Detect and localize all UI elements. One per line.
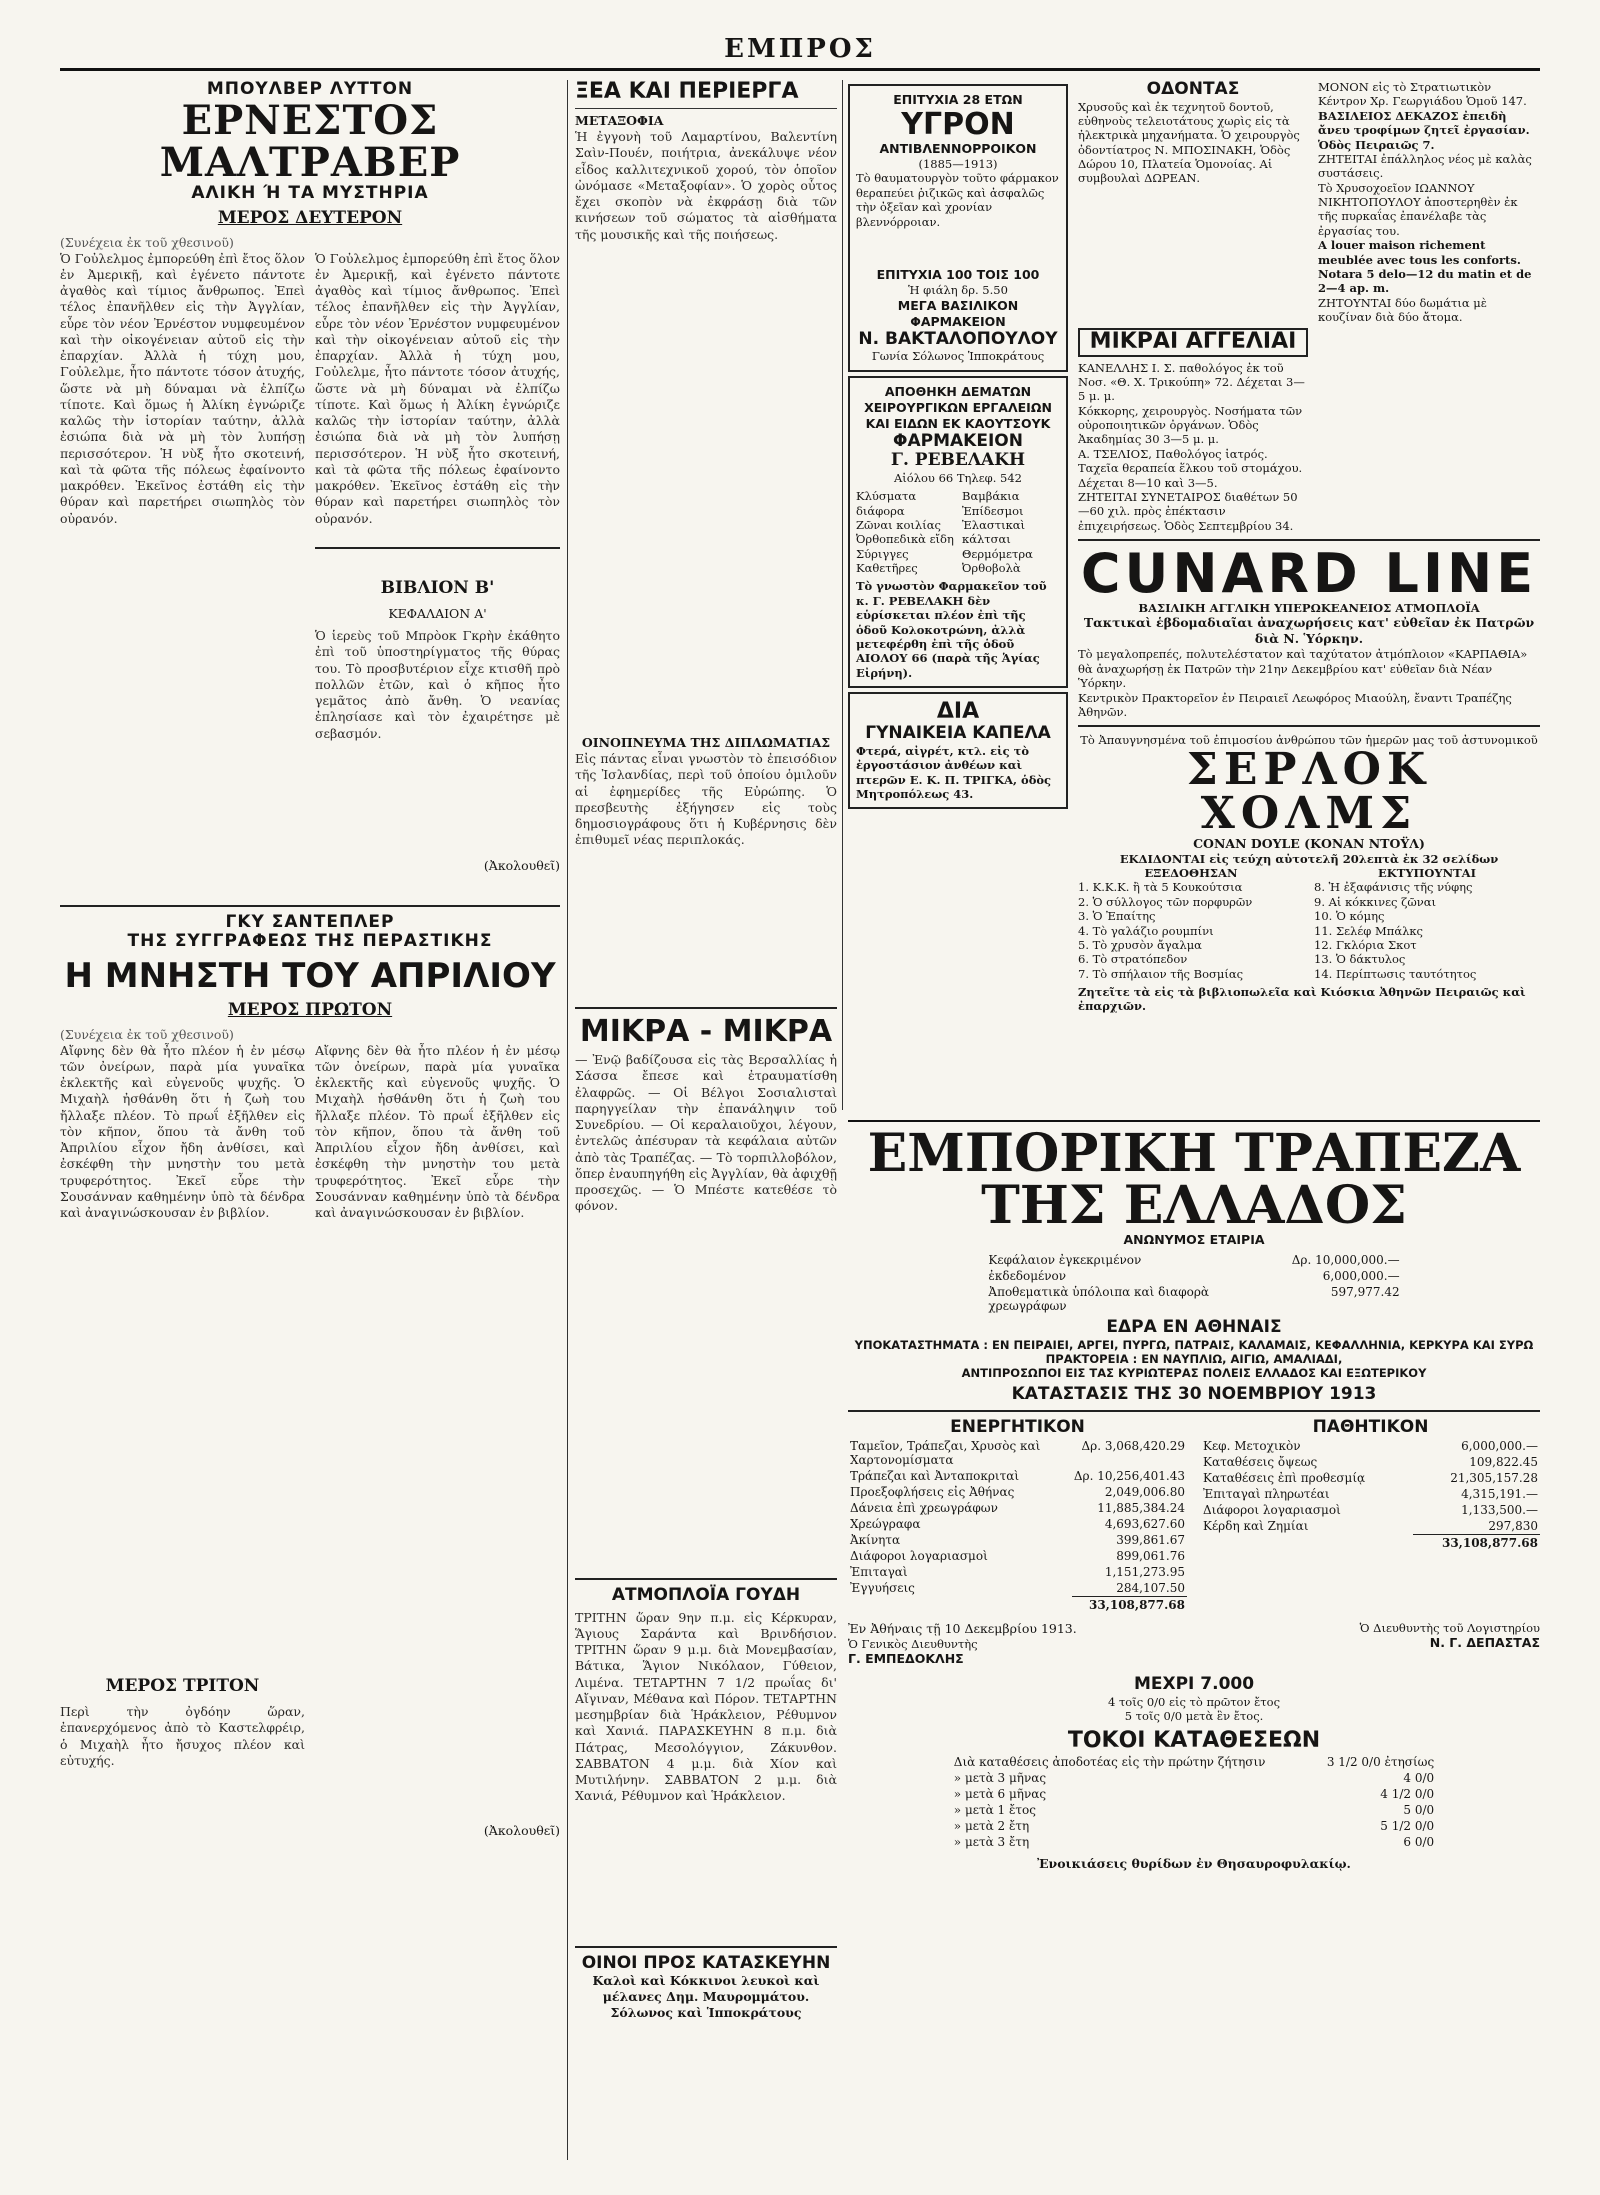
classified-item: A louer maison richement meublée avec tous les conforts. Notara 5 delo—12 du matin et de 2—4 ap. m.: [1318, 238, 1532, 296]
list-item: 9. Αἱ κόκκινες ζῶναι: [1314, 894, 1437, 909]
table-row: [952, 1754, 1436, 1770]
novel-body-right: [315, 251, 560, 891]
capital-table: [986, 1252, 1401, 1314]
asset-value: 399,861.67: [1116, 1532, 1185, 1547]
classified-item: ΖΗΤΕΙΤΑΙ ΣΥΝΕΤΑΙΡΟΣ διαθέτων 50—60 χιλ. πρὸς ἐπέκτασιν ἐπιχειρήσεως. Ὁδὸς Σεπτεμβρίου 34.: [1078, 489, 1298, 533]
capital-value: 597,977.42: [1330, 1285, 1400, 1299]
bank-footer: Ἐνοικιάσεις θυρίδων ἐν Θησαυροφυλακίῳ.: [1037, 1855, 1351, 1871]
continued-note: (Συνέχεια ἐκ τοῦ χθεσινοῦ): [60, 1026, 234, 1042]
item-heading: ΟΙΝΟΠΝΕΥΜΑ ΤΗΣ ΔΙΠΛΩΜΑΤΙΑΣ: [581, 735, 831, 751]
list-item: 4. Τὸ γαλάζιο ρουμπίνι: [1078, 923, 1214, 938]
classified-item: ΚΑΝΕΛΛΗΣ Ι. Σ. παθολόγος ἐκ τοῦ Νοσ. «Θ. Χ. Τρικούπη» 72. Δέχεται 3—5 μ. μ.: [1078, 360, 1305, 404]
statement-date: Ἐν Ἀθήναις τῇ 10 Δεκεμβρίου 1913.: [848, 1620, 1077, 1636]
classifieds: [1078, 328, 1308, 533]
continued-note: (Συνέχεια ἐκ τοῦ χθεσινοῦ): [60, 234, 234, 250]
sherlock-author: CONAN DOYLE (ΚΟΝΑΝ ΝΤΟΫΛ): [1193, 835, 1425, 851]
assets-heading: ΕΝΕΡΓΗΤΙΚΟΝ: [950, 1417, 1085, 1438]
signature-title: Ὁ Γενικὸς Διευθυντὴς: [848, 1636, 978, 1651]
table-row: [848, 1500, 1187, 1516]
ads-right-column: [1078, 80, 1540, 1110]
liability-value: 109,822.45: [1469, 1454, 1538, 1469]
list-item: 11. Σελέφ Μπάλκς: [1314, 923, 1424, 938]
sherlock-title: ΣΕΡΛΟΚ ΧΟΛΜΣ: [1186, 743, 1432, 839]
ygron-title: ΥΓΡΟΝ: [901, 107, 1015, 142]
interest-label: » μετὰ 3 μῆνας: [953, 1770, 1047, 1785]
interest-rate: 5 0/0: [1403, 1802, 1435, 1817]
book-body: Ὁ ἱερεὺς τοῦ Μπρὸοκ Γκρὴν ἐκάθητο ἐπὶ τοῦ ὑποστηρίγματος τῆς θύρας του. Τὸ προσβυτέριον εἶχε κτισθῆ πρὸ πολλῶν ἐτῶν, καὶ ὁ κῆπος ἦτο γεμᾶτος ἀπὸ ἄνθη. Ὁ νεανίας ἐπλησίασε καὶ τὸν ἐχαιρέτησε μὲ σεβασμόν.: [315, 628, 560, 741]
top-ads-row: [1078, 80, 1540, 324]
sherlock-ad: [1078, 733, 1540, 1014]
novel-title: Η ΜΝΗΣΤΗ ΤΟΥ ΑΠΡΙΛΙΟΥ: [64, 955, 556, 996]
list-item: Βαμβάκια: [962, 489, 1020, 504]
kapela-title-2: ΓΥΝΑΙΚΕΙΑ ΚΑΠΕΛΑ: [865, 723, 1051, 744]
table-row: [986, 1268, 1401, 1284]
interest-table: [952, 1754, 1436, 1850]
liability-label: Καταθέσεις ὄψεως: [1203, 1454, 1318, 1469]
signature-left: [848, 1621, 1077, 1667]
classifieds-title: ΜΙΚΡΑΙ ΑΓΓΕΛΙΑΙ: [1078, 328, 1308, 356]
list-item: 7. Τὸ σπήλαιον τῆς Βοσμίας: [1078, 966, 1244, 981]
list-item: 8. Ἡ ἐξαφάνισις τῆς νύφης: [1314, 880, 1473, 895]
rebelakis-note: Τὸ γνωστὸν Φαρμακεῖον τοῦ κ. Γ. ΡΕΒΕΛΑΚΗ δὲν εὑρίσκεται πλέον ἐπὶ τῆς ὁδοῦ Κολοκοτρώνη, ἀλλὰ μετεφέρθη ἐπὶ τῆς ὁδοῦ ΑΙΟΛΟΥ 66 (παρὰ τῆς Ἁγίας Εἰρήνη).: [856, 579, 1047, 680]
liabilities-total: 33,108,877.68: [1413, 1534, 1540, 1551]
novel-body-2: Περὶ τὴν ὀγδόην ὥραν, ἐπανερχόμενος ἀπὸ τὸ Καστελφρέιρ, ὁ Μιχαὴλ ἦτο ἤσυχος πλέον καὶ εὐτυχής.: [60, 1704, 305, 1768]
novel-subtitle: ΑΛΙΚΗ Ή ΤΑ ΜΥΣΤΗΡΙΑ: [191, 182, 429, 203]
ygron-kicker: ΕΠΙΤΥΧΙΑ 28 ΕΤΩΝ: [893, 92, 1023, 107]
classified-item: ΜΟΝΟΝ εἰς τὸ Στρατιωτικὸν Κέντρον Χρ. Γεωργιάδου Ὁμοῦ 147.: [1318, 80, 1527, 109]
list-item: 12. Γκλόρια Σκοτ: [1314, 937, 1417, 952]
liability-value: 4,315,191.—: [1461, 1486, 1538, 1501]
novel-body: Ὁ Γοὐλελμος ἐμπορεύθη ἐπὶ ἔτος ὅλον ἐν Ἀμερικῇ, καὶ ἐγένετο πάντοτε ἀγαθὸς καὶ τίμιος ἄνθρωπος. Ἐπεὶ τέλος ἐπανῆλθεν εἰς τὴν Ἀγγλίαν, εὗρε τὸν νέον Ἐρνέστον νυμφευμένον καὶ τὴν οἰκογένειαν αὐτοῦ εἰς τὴν ἐπαρχίαν. Ἀλλὰ ἡ τύχη μου, Γοὐλελμε, ἦτο πάντοτε τόσον ἀτυχής, ὥστε νὰ μὴ δύναμαι νὰ ἐλπίζω τίποτε. Καὶ ὅμως ἡ Ἀλίκη ἐγνώριζε καλῶς τὴν ἱστορίαν ταύτην, ἀλλὰ ἐσιώπα διὰ νὰ μὴ τὸν λυπήσῃ περισσότερον. Ἡ νὺξ ἦτο σκοτεινή, καὶ τὰ φῶτα τῆς πόλεως ἐφαίνοντο μακρόθεν. Ἐκεῖνος ἐστάθη εἰς τὴν θύραν καὶ παρετήρει σιωπηλὸς τὸν οὐρανόν.: [60, 250, 305, 526]
liability-label: Κεφ. Μετοχικὸν: [1203, 1438, 1301, 1453]
interest-label: » μετὰ 3 ἔτη: [953, 1834, 1030, 1849]
novel-part: ΜΕΡΟΣ ΠΡΩΤΟΝ: [227, 1000, 393, 1021]
interest-label: » μετὰ 1 ἔτος: [953, 1802, 1036, 1817]
ygron-text: Τὸ θαυματουργὸν τοῦτο φάρμακον θεραπεύει ῥιζικῶς καὶ ἀσφαλῶς τὴν ὀξεῖαν καὶ χρονίαν βλεννόρροιαν.: [856, 171, 1059, 229]
asset-value: 899,061.76: [1116, 1548, 1185, 1563]
assets-table: [848, 1438, 1187, 1613]
asset-value: 1,151,273.95: [1104, 1564, 1185, 1579]
list-item: 3. Ὁ Ἐπαίτης: [1078, 909, 1156, 924]
table-row: [848, 1564, 1187, 1580]
classified-item: Κόκκορης, χειρουργὸς. Νοσήματα τῶν οὐροποιητικῶν ὀργάνων. Ὁδὸς Ἀκαδημίας 30 3—5 μ. μ.: [1078, 403, 1303, 447]
kapela-text: Φτερά, αἰγρέτ, κτλ. εἰς τὸ ἐργοστάσιον ἀνθέων καὶ πτερῶν Ε. Κ. Π. ΤΡΙΓΚΑ, ὁδὸς Μητροπόλεως 43.: [856, 743, 1052, 801]
signature-right: [1360, 1621, 1540, 1667]
interest-rate: 4 0/0: [1403, 1770, 1435, 1785]
classified-item: Α. ΤΣΕΛΙΟΣ, Παθολόγος ἰατρός. Ταχεῖα θεραπεία ἕλκου τοῦ στομάχου. Δέχεται 8—10 καὶ 3—5.: [1078, 446, 1303, 490]
capital-value: 6,000,000.—: [1322, 1269, 1400, 1283]
divider: [60, 905, 560, 907]
ygron-address: Γωνία Σόλωνος Ἱπποκράτους: [871, 349, 1045, 364]
list-item: Καθετῆρες: [856, 561, 918, 576]
ygron-kicker-2: ΕΠΙΤΥΧΙΑ 100 ΤΟΙΣ 100: [876, 267, 1040, 283]
novel-body-left: [60, 1043, 305, 1855]
asset-value: 4,693,627.60: [1104, 1516, 1185, 1531]
kapela-title-1: ΔΙΑ: [936, 699, 980, 725]
oinoi-text: Καλοὶ καὶ Κόκκινοι λευκοὶ καὶ μέλανες Δημ. Μαυρομμάτου. Σόλωνος καὶ Ἱπποκράτους: [592, 1973, 820, 2021]
asset-label: Ἐπιταγαὶ: [850, 1564, 908, 1579]
divider: [575, 1007, 837, 1009]
capital-label: ἐκδεδομένον: [988, 1269, 1067, 1283]
classifieds-right: [1318, 80, 1540, 324]
cunard-sub: ΒΑΣΙΛΙΚΗ ΑΓΓΛΙΚΗ ΥΠΕΡΩΚΕΑΝΕΙΟΣ ΑΤΜΟΠΛΟΪΑ: [1138, 601, 1480, 616]
novel-body-continued: Αἴφνης δὲν θὰ ἦτο πλέον ἡ ἐν μέσῳ τῶν ὀνείρων, παρὰ μία γυναῖκα ἐκλεκτῆς καὶ εὐγενοῦς ψυχῆς. Ὁ Μιχαὴλ ἠσθάνθη ὅτι ἡ ζωὴ του ἤλλαξε πλέον. Τὸ πρωΐ ἐξῆλθεν εἰς τὸν κῆπον, ὅπου τὰ ἄνθη τοῦ Ἀπριλίου εἶχον ἤδη ἀνθίσει, καὶ ἐσκέφθη τὴν μνηστὴν του μετὰ τρυφερότητος. Ἐκεῖ εὗρε τὴν Σουσάνναν καθημένην ὑπὸ τὰ δένδρα καὶ ἀναγινώσκουσαν ἐν βιβλίον.: [315, 1042, 560, 1221]
liability-value: 297,830: [1488, 1518, 1538, 1533]
table-row: [848, 1580, 1187, 1597]
continues-note: (Ἀκολουθεῖ): [483, 858, 560, 874]
asset-label: Δάνεια ἐπὶ χρεωγράφων: [850, 1500, 998, 1515]
list-item: Ὀρθοπεδικὰ εἴδη: [856, 532, 954, 547]
assets-total: 33,108,877.68: [1072, 1596, 1187, 1613]
classified-item: ΒΑΣΙΛΕΙΟΣ ΔΕΚΑΖΟΣ ἐπειδὴ ἄνευ τροφίμων ζητεῖ ἐργασίαν. Ὁδὸς Πειραιῶς 7.: [1318, 108, 1530, 152]
list-item: 13. Ὁ δάκτυλος: [1314, 952, 1406, 967]
rebelakis-ad: [848, 376, 1068, 688]
limit-line: 5 τοῖς 0/0 μετὰ ἓν ἔτος.: [1124, 1709, 1264, 1724]
novel-mnisti: [60, 913, 560, 1855]
table-row: [1201, 1470, 1540, 1486]
liability-label: Κέρδη καὶ Ζημίαι: [1203, 1518, 1309, 1533]
mikra-text: — Ἐνῷ βαδίζουσα εἰς τὰς Βερσαλλίας ἡ Σάσσα ἔπεσε καὶ ἐτραυματίσθη ἐλαφρῶς. — Οἱ Βέλγοι Σοσιαλισταὶ παρηγγείλαν τὴν ἐπανάληψιν τοῦ Συνεδρίου. — Οἱ κεραλαιοῦχοι, λέγουν, ἐντελῶς ἀπέσυραν τὰ κεφάλαια αὐτῶν ἀπὸ τὰς Τραπέζας. — Τὸ τορπιλλοβόλον, ὅπερ ἐναυπηγήθη εἰς Ἀγγλίαν, θὰ ἀφιχθῇ προσεχῶς. — Ὁ Μπέστε κατεθέσε τὸ φόνον.: [575, 1052, 837, 1214]
left-column: [60, 80, 560, 2160]
ygron-ad: [848, 84, 1068, 372]
novel-part: ΜΕΡΟΣ ΔΕΥΤΕΡΟΝ: [217, 208, 403, 229]
divider: [1078, 725, 1540, 727]
asset-label: Προεξοφλήσεις εἰς Ἀθήνας: [850, 1484, 1015, 1499]
asset-value: Δρ. 3,068,420.29: [1081, 1438, 1185, 1453]
novel-body-columns: [60, 1043, 560, 1855]
novel-ernestos: [60, 80, 560, 891]
list-item: Ἐλαστικαὶ κάλτσαι: [962, 517, 1026, 547]
assets-section: [848, 1418, 1187, 1613]
interest-label: Διὰ καταθέσεις ἀποδοτέας εἰς τὴν πρώτην ζήτησιν: [953, 1754, 1266, 1769]
asset-value: 2,049,006.80: [1104, 1484, 1185, 1499]
novel-byline: ΤΗΣ ΣΥΓΓΡΑΦΕΩΣ ΤΗΣ ΠΕΡΑΣΤΙΚΗΣ: [127, 931, 493, 952]
classified-item: Τὸ Χρυσοχοεῖον ΙΩΑΝΝΟΥ ΝΙΚΗΤΟΠΟΥΛΟΥ ἀποστερηθὲν ἐκ τῆς πυρκαΐας ἐπανέλαβε τὰς ἐργασίας του.: [1318, 180, 1518, 238]
list-item: 6. Τὸ στρατόπεδον: [1078, 952, 1188, 967]
liabilities-table: [1201, 1438, 1540, 1551]
list-heading: ΕΚΤΥΠΟΥΝΤΑΙ: [1378, 866, 1476, 881]
novel-body: Αἴφνης δὲν θὰ ἦτο πλέον ἡ ἐν μέσῳ τῶν ὀνείρων, παρὰ μία γυναῖκα ἐκλεκτῆς καὶ εὐγενοῦς ψυχῆς. Ὁ Μιχαὴλ ἠσθάνθη ὅτι ἡ ζωὴ του ἤλλαξε πλέον. Τὸ πρωΐ ἐξῆλθεν εἰς τὸν κῆπον, ὅπου τὰ ἄνθη τοῦ Ἀπριλίου εἶχον ἤδη ἀνθίσει, καὶ ἐσκέφθη τὴν μνηστὴν του μετὰ τρυφερότητος. Ἐκεῖ εὗρε τὴν Σουσάνναν καθημένην ὑπὸ τὰ δένδρα καὶ ἀναγινώσκουσαν ἐν βιβλίον.: [60, 1042, 305, 1221]
asset-value: 11,885,384.24: [1097, 1500, 1185, 1515]
novel-body-continued: Ὁ Γοὐλελμος ἐμπορεύθη ἐπὶ ἔτος ὅλον ἐν Ἀμερικῇ, καὶ ἐγένετο πάντοτε ἀγαθὸς καὶ τίμιος ἄνθρωπος. Ἐπεὶ τέλος ἐπανῆλθεν εἰς τὴν Ἀγγλίαν, εὗρε τὸν νέον Ἐρνέστον νυμφευμένον καὶ τὴν οἰκογένειαν αὐτοῦ εἰς τὴν ἐπαρχίαν. Ἀλλὰ ἡ τύχη μου, Γοὐλελμε, ἦτο πάντοτε τόσον ἀτυχής, ὥστε νὰ μὴ δύναμαι νὰ ἐλπίζω τίποτε. Καὶ ὅμως ἡ Ἀλίκη ἐγνώριζε καλῶς τὴν ἱστορίαν ταύτην, ἀλλὰ ἐσιώπα διὰ νὰ μὴ τὸν λυπήσῃ περισσότερον. Ἡ νὺξ ἦτο σκοτεινή, καὶ τὰ φῶτα τῆς πόλεως ἐφαίνοντο μακρόθεν. Ἐκεῖνος ἐστάθη εἰς τὴν θύραν καὶ παρετήρει σιωπηλὸς τὸν οὐρανόν.: [315, 250, 560, 526]
divider: [315, 547, 560, 549]
item-heading: ΜΕΤΑΞΟΦΙΑ: [575, 113, 664, 129]
bank-statement: [848, 1120, 1540, 2155]
cunard-text: Τὸ μεγαλοπρεπές, πολυτελέστατον καὶ ταχύτατον ἀτμόπλοιον «ΚΑΡΠΑΘΙΑ» θὰ ἀναχωρήσῃ ἐκ Πατρῶν τὴν 21ην Δεκεμβρίου κατ' εὐθεῖαν διὰ Νέαν Ὑόρκην.: [1078, 647, 1528, 691]
cunard-agent: Κεντρικὸν Πρακτορεῖον ἐν Πειραιεῖ Λεωφόρος Μιαούλη, ἔναντι Τραπέζης Ἀθηνῶν.: [1078, 690, 1512, 719]
table-row: [848, 1532, 1187, 1548]
odontas-text: Χρυσοῦς καὶ ἐκ τεχνητοῦ δοντοῦ, εὐθηνοὺς τελειοτάτους χωρὶς εἰς τὰ ἠλεκτρικὰ μηχανήματα. Ὁ χειρουργὸς ὀδοντίατρος Ν. ΜΠΟΣΙΝΑΚΗ, Ὁδὸς Δώρου 10, Πλατεία Ὁμονοίας. Αἱ συμβουλαὶ ΔΩΡΕΑΝ.: [1078, 99, 1300, 186]
list-heading: ΕΞΕΔΟΘΗΣΑΝ: [1144, 866, 1238, 881]
bank-correspondents: ΑΝΤΙΠΡΟΣΩΠΟΙ ΕΙΣ ΤΑΣ ΚΥΡΙΩΤΕΡΑΣ ΠΟΛΕΙΣ ΕΛΛΑΔΟΣ ΚΑΙ ΕΞΩΤΕΡΙΚΟΥ: [961, 1366, 1427, 1381]
capital-label: Κεφάλαιον ἐγκεκριμένον: [988, 1253, 1142, 1267]
bank-agencies: ΠΡΑΚΤΟΡΕΙΑ : ΕΝ ΝΑΥΠΛΙΩ, ΑΙΓΙΩ, ΑΜΑΛΙΑΔΙ,: [1045, 1351, 1343, 1366]
cunard-title: CUNARD LINE: [1080, 542, 1538, 606]
oinoi-title: ΟΙΝΟΙ ΠΡΟΣ ΚΑΤΑΣΚΕΥΗΝ: [581, 1952, 831, 1973]
signature-title: Ὁ Διευθυντὴς τοῦ Λογιστηρίου: [1359, 1620, 1540, 1635]
interest-heading: ΤΟΚΟΙ ΚΑΤΑΘΕΣΕΩΝ: [1067, 1728, 1321, 1754]
divider: [1078, 539, 1540, 541]
list-item: 1. Κ.Κ.Κ. ἢ τὰ 5 Κουκούτσια: [1078, 880, 1243, 895]
asset-value: Δρ. 10,256,401.43: [1073, 1468, 1185, 1483]
ygron-shop-name: Ν. ΒΑΚΤΑΛΟΠΟΥΛΟΥ: [858, 328, 1058, 349]
table-row: [848, 1516, 1187, 1532]
table-row: [1201, 1502, 1540, 1518]
list-item: 10. Ὁ κόμης: [1314, 909, 1385, 924]
table-row: [952, 1770, 1436, 1786]
divider: [575, 108, 837, 109]
table-row: [986, 1252, 1401, 1268]
list-item: 2. Ὁ σύλλογος τῶν πορφυρῶν: [1078, 894, 1253, 909]
classified-item: ΖΗΤΟΥΝΤΑΙ δύο δωμάτια μὲ κουζίναν διὰ δύο ἄτομα.: [1318, 295, 1487, 324]
asset-label: Τράπεζαι καὶ Ἀνταποκριταὶ: [850, 1468, 1020, 1483]
asset-value: 284,107.50: [1116, 1580, 1185, 1595]
masthead: [60, 28, 1540, 71]
liability-label: Ἐπιταγαὶ πληρωτέαι: [1203, 1486, 1330, 1501]
table-row: [952, 1818, 1436, 1834]
sherlock-footer: Ζητεῖτε τὰ εἰς τὰ βιβλιοπωλεῖα καὶ Κιόσκια Ἀθηνῶν Πειραιῶς καὶ ἐπαρχιῶν.: [1078, 985, 1526, 1014]
list-item: Θερμόμετρα: [962, 546, 1033, 561]
column-divider: [842, 80, 843, 1110]
table-row: [952, 1786, 1436, 1802]
sherlock-list-published: [1078, 866, 1304, 981]
asset-label: Ταμεῖον, Τράπεζαι, Χρυσὸς καὶ Χαρτονομίσματα: [850, 1438, 1041, 1467]
curiosities-title: ΞΕΑ ΚΑΙ ΠΕΡΙΕΡΓΑ: [575, 80, 799, 104]
ygron-shop: ΜΕΓΑ ΒΑΣΙΛΙΚΟΝ ΦΑΡΜΑΚΕΙΟΝ: [897, 297, 1019, 329]
novel-body-columns: [60, 251, 560, 891]
ygron-price: Ἡ φιάλη δρ. 5.50: [908, 283, 1008, 298]
statement-title: ΚΑΤΑΣΤΑΣΙΣ ΤΗΣ 30 ΝΟΕΜΒΡΙΟΥ 1913: [1011, 1383, 1377, 1404]
table-row: [1201, 1438, 1540, 1454]
table-row: [848, 1484, 1187, 1500]
table-row: [848, 1438, 1187, 1468]
list-item: Ἐπίδεσμοι: [962, 503, 1024, 518]
capital-value: Δρ. 10,000,000.—: [1291, 1253, 1400, 1267]
sherlock-published: ΕΚΔΙΔΟΝΤΑΙ εἰς τεύχη αὐτοτελῆ 20λεπτὰ ἐκ 32 σελίδων: [1119, 851, 1499, 866]
liabilities-section: [1201, 1418, 1540, 1613]
chapter-heading: ΚΕΦΑΛΑΙΟΝ Α': [388, 606, 487, 622]
signatures: [848, 1621, 1540, 1667]
bank-type: ΑΝΩΝΥΜΟΣ ΕΤΑΙΡΙΑ: [1123, 1232, 1265, 1247]
rebelakis-name: Γ. ΡΕΒΕΛΑΚΗ: [890, 450, 1026, 471]
interest-label: » μετὰ 2 ἔτη: [953, 1818, 1030, 1833]
list-item: Κλύσματα διάφορα: [856, 489, 917, 518]
novel-author: ΜΠΟΥΛΒΕΡ ΛΥΤΤΟΝ: [206, 80, 414, 99]
center-column: [575, 80, 837, 2160]
bank-branches: ΥΠΟΚΑΤΑΣΤΗΜΑΤΑ : ΕΝ ΠΕΙΡΑΙΕΙ, ΑΡΓΕΙ, ΠΥΡΓΩ, ΠΑΤΡΑΙΣ, ΚΑΛΑΜΑΙΣ, ΚΕΦΑΛΛΗΝΙΑ, ΚΕΡΚΥΡΑ ΚΑΙ ΣΥΡΩ: [854, 1337, 1534, 1352]
newspaper-title: ΕΜΠΡΟΣ: [724, 34, 876, 64]
list-item: 14. Περίπτωσις ταυτότητος: [1314, 966, 1477, 981]
balance-sheet: [848, 1418, 1540, 1613]
interest-rate: 4 1/2 0/0: [1380, 1786, 1435, 1801]
list-item: Σύριγγες: [856, 546, 909, 561]
mikra-title: ΜΙΚΡΑ - ΜΙΚΡΑ: [579, 1014, 833, 1050]
table-row: [1201, 1518, 1540, 1535]
sherlock-list-printing: [1314, 866, 1540, 981]
odontas-ad: [1078, 80, 1308, 324]
interest-label: » μετὰ 6 μῆνας: [953, 1786, 1047, 1801]
ads-column: [848, 80, 1068, 1110]
signature-name: Ν. Γ. ΔΕΠΑΣΤΑΣ: [1429, 1635, 1540, 1651]
table-row: [1201, 1486, 1540, 1502]
list-item: Ὀρθοβολὰ: [962, 561, 1021, 576]
curiosity-text: Ἡ ἐγγονὴ τοῦ Λαμαρτίνου, Βαλεντίνη Σαὶν-Πουέν, ποιήτρια, ἀνεκάλυψε νέον εἶδος καλλιτεχνικοῦ χορού, τὸν ὁποῖον ὠνόμασε «Μεταξοφίαν». Ὁ χορὸς οὗτος ἔχει σκοπὸν νὰ ἐκφράσῃ διὰ τῶν κινήσεων τοῦ σώματος τὰ αἰσθήματα τῆς μουσικῆς καὶ τῆς ποιήσεως.: [575, 129, 837, 242]
liability-value: 21,305,157.28: [1450, 1470, 1538, 1485]
table-total-row: [1201, 1534, 1540, 1551]
interest-rate: 3 1/2 0/0 ἐτησίως: [1326, 1754, 1435, 1769]
sherlock-kicker: Τὸ Ἀπαυγνησμένα τοῦ ἐπιμοσίου ἀνθρώπου τῶν ἡμερῶν μας τοῦ ἀστυνομικοῦ: [1080, 733, 1538, 748]
liability-label: Διάφοροι λογαριασμοὶ: [1203, 1502, 1341, 1517]
column-divider: [567, 80, 568, 2160]
interest-rate: 6 0/0: [1403, 1834, 1435, 1849]
atmoploia-title: ΑΤΜΟΠΛΟΪΑ ΓΟΥΔΗ: [611, 1585, 801, 1606]
odontas-title: ΟΔΟΝΤΑΣ: [1146, 80, 1240, 99]
sherlock-lists: [1078, 866, 1540, 981]
asset-label: Διάφοροι λογαριασμοὶ: [850, 1548, 988, 1563]
novel-title: ΕΡΝΕΣΤΟΣ ΜΑΛΤΡΑΒΕΡ: [159, 96, 461, 186]
novel-body-right: [315, 1043, 560, 1855]
liability-value: 1,133,500.—: [1461, 1502, 1538, 1517]
classified-item: ΖΗΤΕΙΤΑΙ ἐπάλληλος νέος μὲ καλὰς συστάσεις.: [1318, 151, 1532, 181]
table-row: [952, 1834, 1436, 1850]
divider: [575, 1578, 837, 1580]
part-heading: ΜΕΡΟΣ ΤΡΙΤΟΝ: [105, 1675, 260, 1696]
cunard-ad: [1078, 542, 1540, 719]
deposit-limit: ΜΕΧΡΙ 7.000: [1133, 1674, 1255, 1695]
continues-note: (Ἀκολουθεῖ): [483, 1822, 560, 1838]
kapela-ad: [848, 692, 1068, 809]
divider: [848, 1410, 1540, 1412]
curiosity-text: Εἰς πάντας εἶναι γνωστὸν τὸ ἐπεισόδιον τῆς Ἰσλανδίας, περὶ τοῦ ὁποίου ὁμιλοῦν αἱ ἐφημερίδες τῆς Εὐρώπης. Ὁ πρεσβευτὴς ἐξήγησεν εἰς τοὺς δημοσιογράφους ὅτι ἡ Κυβέρνησις δὲν ἐπιθυμεῖ νέας περιπλοκάς.: [575, 751, 837, 848]
capital-label: Ἀποθεματικὰ ὑπόλοιπα καὶ διαφορὰ χρεωγράφων: [988, 1285, 1209, 1313]
table-row: [986, 1284, 1401, 1314]
novel-author: ΓΚΥ ΣΑΝΤΕΠΛΕΡ: [225, 911, 395, 932]
asset-label: Χρεώγραφα: [850, 1516, 921, 1531]
cunard-route: Τακτικαὶ ἑβδομαδιαῖαι ἀναχωρήσεις κατ' εὐθεῖαν ἐκ Πατρῶν διὰ Ν. Ὑόρκην.: [1083, 615, 1535, 647]
bank-name: ΕΜΠΟΡΙΚΗ ΤΡΑΠΕΖΑ ΤΗΣ ΕΛΛΑΔΟΣ: [867, 1123, 1521, 1236]
asset-label: Ἐγγυήσεις: [850, 1580, 915, 1595]
atmoploia-text: ΤΡΙΤΗΝ ὥραν 9ην π.μ. εἰς Κέρκυραν, Ἅγιους Σαράντα καὶ Βρινδήσιον. ΤΡΙΤΗΝ ὥραν 9 μ.μ. διὰ Μονεμβασίαν, Βάτικα, Ἅγιον Νικόλαον, Γύθειον, Λιμένα. ΤΕΤΑΡΤΗΝ 7 1/2 πρωΐας δι' Αἴγιναν, Μέθανα καὶ Πόρον. ΤΕΤΑΡΤΗΝ μεσημβρίαν διὰ Ἡράκλειον, Ρέθυμνον καὶ Χανιά. ΠΑΡΑΣΚΕΥΗΝ 8 π.μ. διὰ Πάτρας, Μεσολόγγιον, Ζάκυνθον. ΣΑΒΒΑΤΟΝ 4 μ.μ. διὰ Χίον καὶ Μυτιλήνην. ΣΑΒΒΑΤΟΝ 2 μ.μ. διὰ Χανιά, Ρέθυμνον καὶ Ἡράκλειον.: [575, 1609, 837, 1804]
divider: [575, 1946, 837, 1948]
interest-rate: 5 1/2 0/0: [1380, 1818, 1435, 1833]
bank-seat: ΕΔΡΑ ΕΝ ΑΘΗΝΑΙΣ: [1106, 1317, 1282, 1337]
rebelakis-items: [856, 489, 1060, 575]
book-heading: ΒΙΒΛΙΟΝ Β': [380, 577, 495, 598]
signature-name: Γ. ΕΜΠΕΔΟΚΛΗΣ: [848, 1651, 964, 1667]
ygron-years: (1885—1913): [918, 157, 998, 171]
table-total-row: [848, 1596, 1187, 1613]
list-item: 5. Τὸ χρυσὸν ἄγαλμα: [1078, 937, 1202, 952]
table-row: [848, 1548, 1187, 1564]
list-item: Ζῶναι κοιλίας: [856, 517, 941, 532]
asset-label: Ἀκίνητα: [850, 1532, 901, 1547]
rebelakis-title: ΑΠΟΘΗΚΗ ΔΕΜΑΤΩΝ ΧΕΙΡΟΥΡΓΙΚΩΝ ΕΡΓΑΛΕΙΩΝ ΚΑΙ ΕΙΔΩΝ ΕΚ ΚΑΟΥΤΣΟΥΚ: [864, 383, 1052, 431]
rebelakis-address: Αἰόλου 66 Τηλεφ. 542: [893, 470, 1022, 485]
liabilities-heading: ΠΑΘΗΤΙΚΟΝ: [1312, 1417, 1429, 1438]
table-row: [952, 1802, 1436, 1818]
ygron-subtitle: ΑΝΤΙΒΛΕΝΝΟΡΡΟΙΚΟΝ: [879, 141, 1037, 156]
table-row: [1201, 1454, 1540, 1470]
table-row: [848, 1468, 1187, 1484]
limit-line: 4 τοῖς 0/0 εἰς τὸ πρῶτον ἔτος: [1107, 1694, 1281, 1709]
liability-value: 6,000,000.—: [1461, 1438, 1538, 1453]
liability-label: Καταθέσεις ἐπὶ προθεσμίᾳ: [1203, 1470, 1366, 1485]
rebelakis-sub: ΦΑΡΜΑΚΕΙΟΝ: [893, 430, 1023, 451]
